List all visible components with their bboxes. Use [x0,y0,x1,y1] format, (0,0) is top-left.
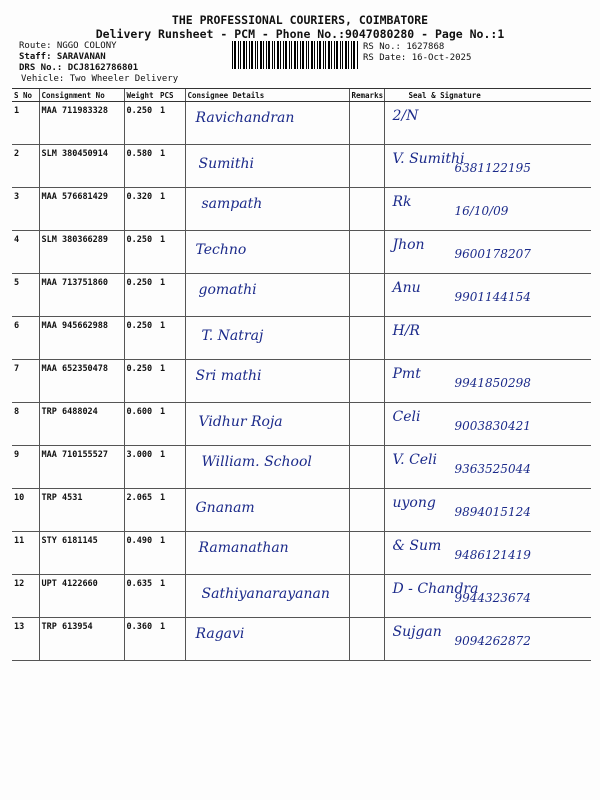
row-consignee-cell [185,317,349,360]
row-pcs: 1 [158,145,185,188]
row-consignment-no: MAA 576681429 [39,188,124,231]
consignee-name: Ramanathan [198,540,289,556]
row-consignee-cell [185,102,349,145]
row-weight: 0.250 [124,231,158,274]
col-seal-signature: Seal & Signature [384,89,591,102]
signature-phone: 9941850298 [454,376,531,390]
row-consignment-no: SLM 380450914 [39,145,124,188]
col-consignee: Consignee Details [185,89,349,102]
signature-phone: 16/10/09 [454,204,509,218]
consignee-name: sampath [201,196,263,212]
row-consignment-no: MAA 711983328 [39,102,124,145]
row-seal-signature-cell [384,403,591,446]
signature-phone: 9944323674 [454,591,531,605]
runsheet-table [12,88,591,661]
col-remarks: Remarks [349,89,384,102]
signature: Rk [392,194,412,210]
row-seal-signature-cell [384,274,591,317]
row-sno: 5 [12,274,39,317]
row-consignment-no: UPT 4122660 [39,575,124,618]
table-row [12,102,591,145]
signature: & Sum [392,538,442,554]
signature: D - Chandra [392,581,479,597]
row-weight: 0.580 [124,145,158,188]
rs-date: RS Date: 16-Oct-2025 [363,53,472,63]
consignee-name: T. Natraj [201,328,264,344]
row-pcs: 1 [158,360,185,403]
row-consignee-cell [185,274,349,317]
row-consignment-no: MAA 945662988 [39,317,124,360]
row-consignment-no: TRP 4531 [39,489,124,532]
row-pcs: 1 [158,618,185,661]
table-row [12,360,591,403]
row-pcs: 1 [158,575,185,618]
row-seal-signature-cell [384,360,591,403]
row-consignment-no: STY 6181145 [39,532,124,575]
signature: uyong [392,495,436,511]
row-seal-signature-cell [384,188,591,231]
table-row [12,575,591,618]
row-sno: 6 [12,317,39,360]
row-pcs: 1 [158,403,185,446]
row-sno: 9 [12,446,39,489]
route-label: Route: NGGO COLONY [19,41,117,51]
consignee-name: Sri mathi [195,368,262,384]
consignee-name: Techno [195,242,247,258]
row-consignee-cell [185,532,349,575]
col-consignment: Consignment No [39,89,124,102]
company-title: THE PROFESSIONAL COURIERS, COIMBATORE [171,13,429,27]
row-consignee-cell [185,575,349,618]
table-row [12,403,591,446]
consignee-name: Ragavi [195,626,245,642]
row-consignee-cell [185,360,349,403]
row-sno: 11 [12,532,39,575]
row-sno: 2 [12,145,39,188]
col-weight: Weight [124,89,158,102]
row-seal-signature-cell [384,575,591,618]
row-pcs: 1 [158,317,185,360]
row-remarks [349,188,384,231]
signature: V. Celi [392,452,438,468]
col-pcs: PCS [158,89,185,102]
row-seal-signature-cell [384,145,591,188]
row-weight: 0.250 [124,317,158,360]
signature-phone: 9901144154 [454,290,531,304]
signature: Pmt [392,366,421,382]
row-seal-signature-cell [384,446,591,489]
row-consignee-cell [185,446,349,489]
table-row [12,532,591,575]
signature: 2/N [392,108,419,124]
row-remarks [349,489,384,532]
row-sno: 12 [12,575,39,618]
table-row [12,446,591,489]
row-weight: 0.250 [124,274,158,317]
row-sno: 1 [12,102,39,145]
signature-phone: 9600178207 [454,247,531,261]
signature: H/R [392,323,420,339]
row-weight: 0.250 [124,360,158,403]
row-consignee-cell [185,489,349,532]
row-consignment-no: MAA 652350478 [39,360,124,403]
signature-phone: 9003830421 [454,419,531,433]
row-consignment-no: MAA 710155527 [39,446,124,489]
row-remarks [349,360,384,403]
row-pcs: 1 [158,274,185,317]
table-row [12,145,591,188]
signature: V. Sumithi [392,151,465,167]
consignee-name: Sumithi [198,156,254,172]
row-seal-signature-cell [384,102,591,145]
row-remarks [349,618,384,661]
row-weight: 0.490 [124,532,158,575]
signature-phone: 9894015124 [454,505,531,519]
staff-label: Staff: SARAVANAN [19,52,106,62]
signature-phone: 9094262872 [454,634,531,648]
table-row [12,618,591,661]
rs-number: RS No.: 1627868 [363,42,445,52]
row-consignment-no: TRP 613954 [39,618,124,661]
row-remarks [349,317,384,360]
row-consignee-cell [185,145,349,188]
table-row [12,231,591,274]
row-consignment-no: MAA 713751860 [39,274,124,317]
table-row [12,317,591,360]
vehicle-label: Vehicle: Two Wheeler Delivery [21,74,179,84]
row-pcs: 1 [158,231,185,274]
col-sno: S No [12,89,39,102]
row-sno: 13 [12,618,39,661]
consignee-name: Gnanam [195,500,255,516]
signature: Sujgan [392,624,442,640]
consignee-name: Ravichandran [195,110,295,126]
row-remarks [349,231,384,274]
signature: Celi [392,409,421,425]
row-sno: 8 [12,403,39,446]
row-remarks [349,274,384,317]
row-weight: 0.360 [124,618,158,661]
row-remarks [349,145,384,188]
runsheet-subtitle: Delivery Runsheet - PCM - Phone No.:9047080280 - Page No.:1 [95,27,505,41]
row-consignee-cell [185,618,349,661]
drs-number: DRS No.: DCJ8162786801 [19,63,139,73]
row-pcs: 1 [158,446,185,489]
row-consignee-cell [185,188,349,231]
row-sno: 4 [12,231,39,274]
row-weight: 2.065 [124,489,158,532]
row-remarks [349,446,384,489]
row-weight: 0.250 [124,102,158,145]
row-seal-signature-cell [384,317,591,360]
row-seal-signature-cell [384,231,591,274]
row-remarks [349,575,384,618]
row-weight: 0.635 [124,575,158,618]
row-consignee-cell [185,403,349,446]
row-pcs: 1 [158,188,185,231]
row-weight: 0.320 [124,188,158,231]
row-sno: 7 [12,360,39,403]
row-seal-signature-cell [384,618,591,661]
row-sno: 10 [12,489,39,532]
signature: Anu [392,280,421,296]
row-seal-signature-cell [384,532,591,575]
row-pcs: 1 [158,102,185,145]
row-consignment-no: TRP 6488024 [39,403,124,446]
table-row [12,489,591,532]
signature-phone: 9486121419 [454,548,531,562]
barcode [232,41,360,69]
row-pcs: 1 [158,532,185,575]
row-weight: 3.000 [124,446,158,489]
row-seal-signature-cell [384,489,591,532]
row-consignment-no: SLM 380366289 [39,231,124,274]
table-row [12,274,591,317]
table-row [12,188,591,231]
row-consignee-cell [185,231,349,274]
row-remarks [349,403,384,446]
table-header-row [12,89,591,102]
row-remarks [349,102,384,145]
consignee-name: William. School [201,454,312,470]
consignee-name: Sathiyanarayanan [201,586,330,602]
row-weight: 0.600 [124,403,158,446]
consignee-name: Vidhur Roja [198,414,283,430]
row-pcs: 1 [158,489,185,532]
row-remarks [349,532,384,575]
consignee-name: gomathi [198,282,257,298]
signature-phone: 6381122195 [454,161,531,175]
row-sno: 3 [12,188,39,231]
signature-phone: 9363525044 [454,462,531,476]
signature: Jhon [392,237,425,253]
